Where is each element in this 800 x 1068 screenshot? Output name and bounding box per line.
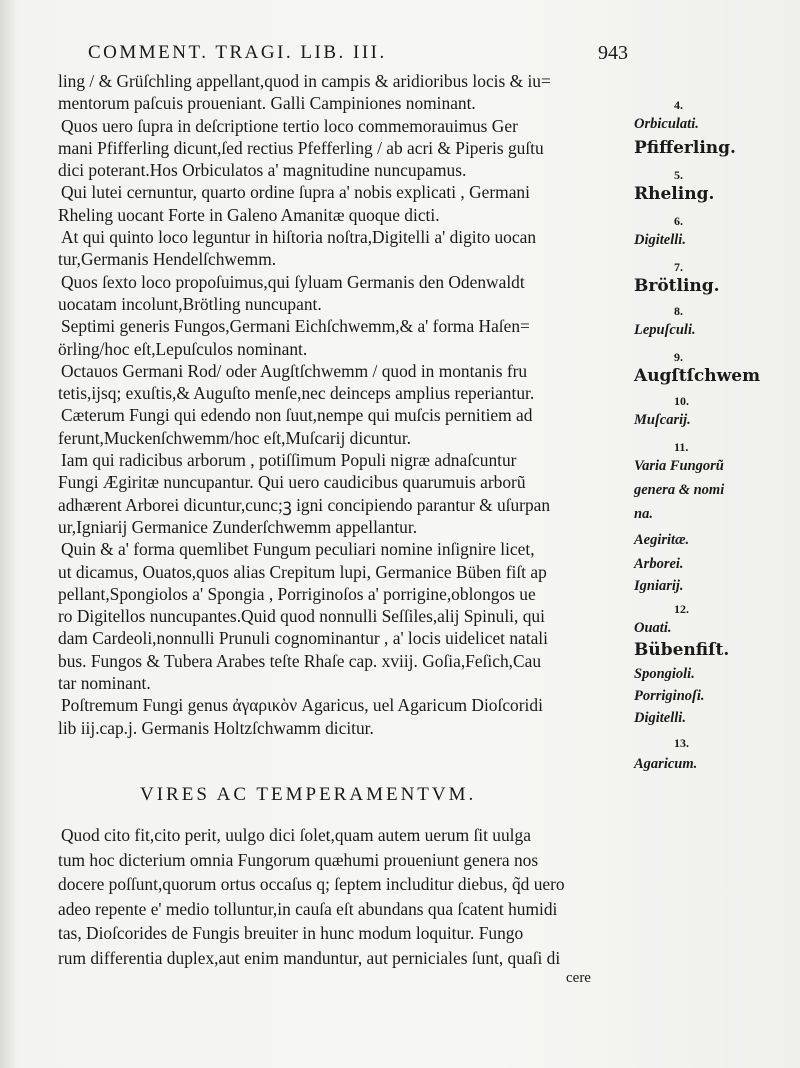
text-line: Septimi generis Fungos,Germani Eichſchwemm,& a' forma Haſen= — [61, 316, 530, 337]
page-number: 943 — [598, 42, 628, 64]
margin-number: 4. — [674, 98, 683, 112]
text-line: Poſtremum Fungi genus ἀγαρικὸν Agaricus, uel Agaricum Dioſcoridi — [61, 695, 543, 716]
text-line: Cæterum Fungi qui edendo non ſuut,nempe qui muſcis pernitiem ad — [61, 405, 533, 426]
margin-label: Spongioli. — [634, 666, 695, 682]
catchword: cere — [566, 970, 591, 986]
text-line: Rheling uocant Forte in Galeno Amanitæ quoque dicti. — [58, 204, 440, 225]
margin-label: Ouati. — [634, 620, 672, 636]
text-line: örling/hoc eſt,Lepuſculos nominant. — [58, 338, 308, 359]
margin-vernacular: Augſtſchwem — [634, 366, 761, 386]
text-line: Quin & a' forma quemlibet Fungum peculiari nomine inſignire licet, — [61, 539, 535, 560]
margin-vernacular: Rheling. — [634, 184, 715, 204]
running-title: COMMENT. TRAGI. LIB. III. — [88, 42, 387, 63]
margin-label: Orbiculati. — [634, 116, 699, 132]
margin-label: Igniarij. — [634, 578, 684, 594]
margin-label: genera & nomi — [634, 482, 725, 498]
margin-number: 13. — [674, 736, 689, 750]
text-line: tur,Germanis Hendelſchwemm. — [58, 249, 277, 270]
text-line: Iam qui radicibus arborum , potiſſimum Populi nigræ adnaſcuntur — [61, 450, 517, 471]
text-line: adeo repente e' medio tolluntur,in cauſa eſt abundans qua ſcatent humidi — [58, 898, 558, 919]
text-line: tar nominant. — [58, 673, 151, 694]
second-text-block — [58, 823, 630, 970]
text-line: uocatam incolunt,Brötling nuncupant. — [58, 293, 322, 314]
margin-number: 8. — [674, 304, 683, 318]
margin-label: Aegiritæ. — [634, 532, 690, 548]
text-line: Qui lutei cernuntur, quarto ordine ſupra a' nobis explicati , Germani — [61, 182, 530, 203]
text-line: ling / & Grüſchling appellant,quod in campis & aridioribus locis & iu= — [58, 71, 551, 91]
text-line: docere poſſunt,quorum ortus occaſus q; ſeptem includitur diebus, q̃d uero — [58, 874, 565, 894]
margin-number: 10. — [674, 394, 689, 408]
margin-label: Varia Fungorũ — [634, 458, 724, 474]
text-line: Quod cito fit,cito perit, uulgo dici ſolet,quam autem uerum ſit uulga — [61, 825, 531, 845]
text-line: dici poterant.Hos Orbiculatos a' magnitudine nuncupamus. — [58, 160, 467, 181]
margin-label: Porriginoſi. — [634, 688, 705, 704]
text-line: tas, Dioſcorides de Fungis breuiter in hunc modum loquitur. Fungo — [58, 923, 524, 943]
text-line: ro Digitellos nuncupantes.Quid quod nonnulli Seſſiles,alij Spinuli, qui — [58, 606, 545, 627]
text-line: At qui quinto loco leguntur in hiſtoria noſtra,Digitelli a' digito uocan — [61, 227, 537, 248]
text-line: rum differentia duplex,aut enim manduntur, aut perniciales ſunt, quaſi di — [58, 947, 561, 968]
text-line: bus. Fungos & Tubera Arabes teſte Rhaſe cap. xviij. Goſia,Feſich,Cau — [58, 650, 542, 671]
margin-number: 12. — [674, 602, 689, 616]
margin-number: 11. — [674, 440, 689, 454]
margin-vernacular: Bübenfiſt. — [634, 640, 730, 660]
margin-label: Arborei. — [634, 556, 684, 572]
margin-number: 7. — [674, 260, 683, 274]
margin-label: Digitelli. — [634, 710, 686, 726]
section-heading: VIRES AC TEMPERAMENTVM. — [140, 784, 477, 805]
margin-label: Lepuſculi. — [634, 322, 696, 338]
margin-label: Agaricum. — [634, 756, 698, 772]
text-line: ferunt,Muckenſchwemm/hoc eſt,Muſcarij dicuntur. — [58, 427, 412, 448]
text-line: ur,Igniarij Germanice Zunderſchwemm appellantur. — [58, 516, 418, 537]
text-line: adhærent Arborei dicuntur,cunc;ꝫ igni concipiendo parantur & uſurpan — [58, 494, 551, 515]
margin-label: Digitelli. — [634, 232, 686, 248]
margin-number: 5. — [674, 168, 683, 182]
text-line: ut dicamus, Ouatos,quos alias Crepitum lupi, Germanice Büben fiſt ap — [58, 561, 547, 582]
margin-label: Muſcarij. — [634, 412, 691, 428]
text-line: Quos ſexto loco propoſuimus,qui ſyluam Germanis den Odenwaldt — [61, 271, 525, 292]
margin-number: 9. — [674, 350, 683, 364]
text-line: tum hoc dicterium omnia Fungorum quæhumi proueniunt genera nos — [58, 849, 539, 870]
text-line: mentorum paſcuis proueniant. Galli Campiniones nominant. — [58, 93, 476, 114]
text-line: Quos uero ſupra in deſcriptione tertio loco commemorauimus Ger — [61, 115, 518, 136]
text-line: tetis,ijsq; exuſtis,& Auguſto menſe,nec deinceps amplius reperiantur. — [58, 383, 535, 404]
margin-label: na. — [634, 506, 653, 522]
text-line: mani Pfifferling dicunt,ſed rectius Pfefferling / ab acri & Piperis guſtu — [58, 137, 544, 158]
text-line: Octauos Germani Rod/ oder Augſtſchwemm / quod in montanis fru — [61, 360, 528, 381]
text-line: dam Cardeoli,nonnulli Prunuli cognominantur , a' locis uidelicet natali — [58, 628, 548, 649]
text-line: Fungi Ægiritæ nuncupantur. Qui uero caudicibus quarumuis arborũ — [58, 472, 526, 493]
margin-vernacular: Brötling. — [634, 276, 720, 296]
text-line: lib iij.cap.j. Germanis Holtzſchwamm dicitur. — [58, 717, 374, 738]
text-line: pellant,Spongiolos a' Spongia , Porriginoſos a' porrigine,oblongos ue — [58, 583, 536, 604]
margin-number: 6. — [674, 214, 683, 228]
margin-vernacular: Pfifferling. — [634, 138, 736, 158]
main-text-block — [58, 70, 630, 739]
